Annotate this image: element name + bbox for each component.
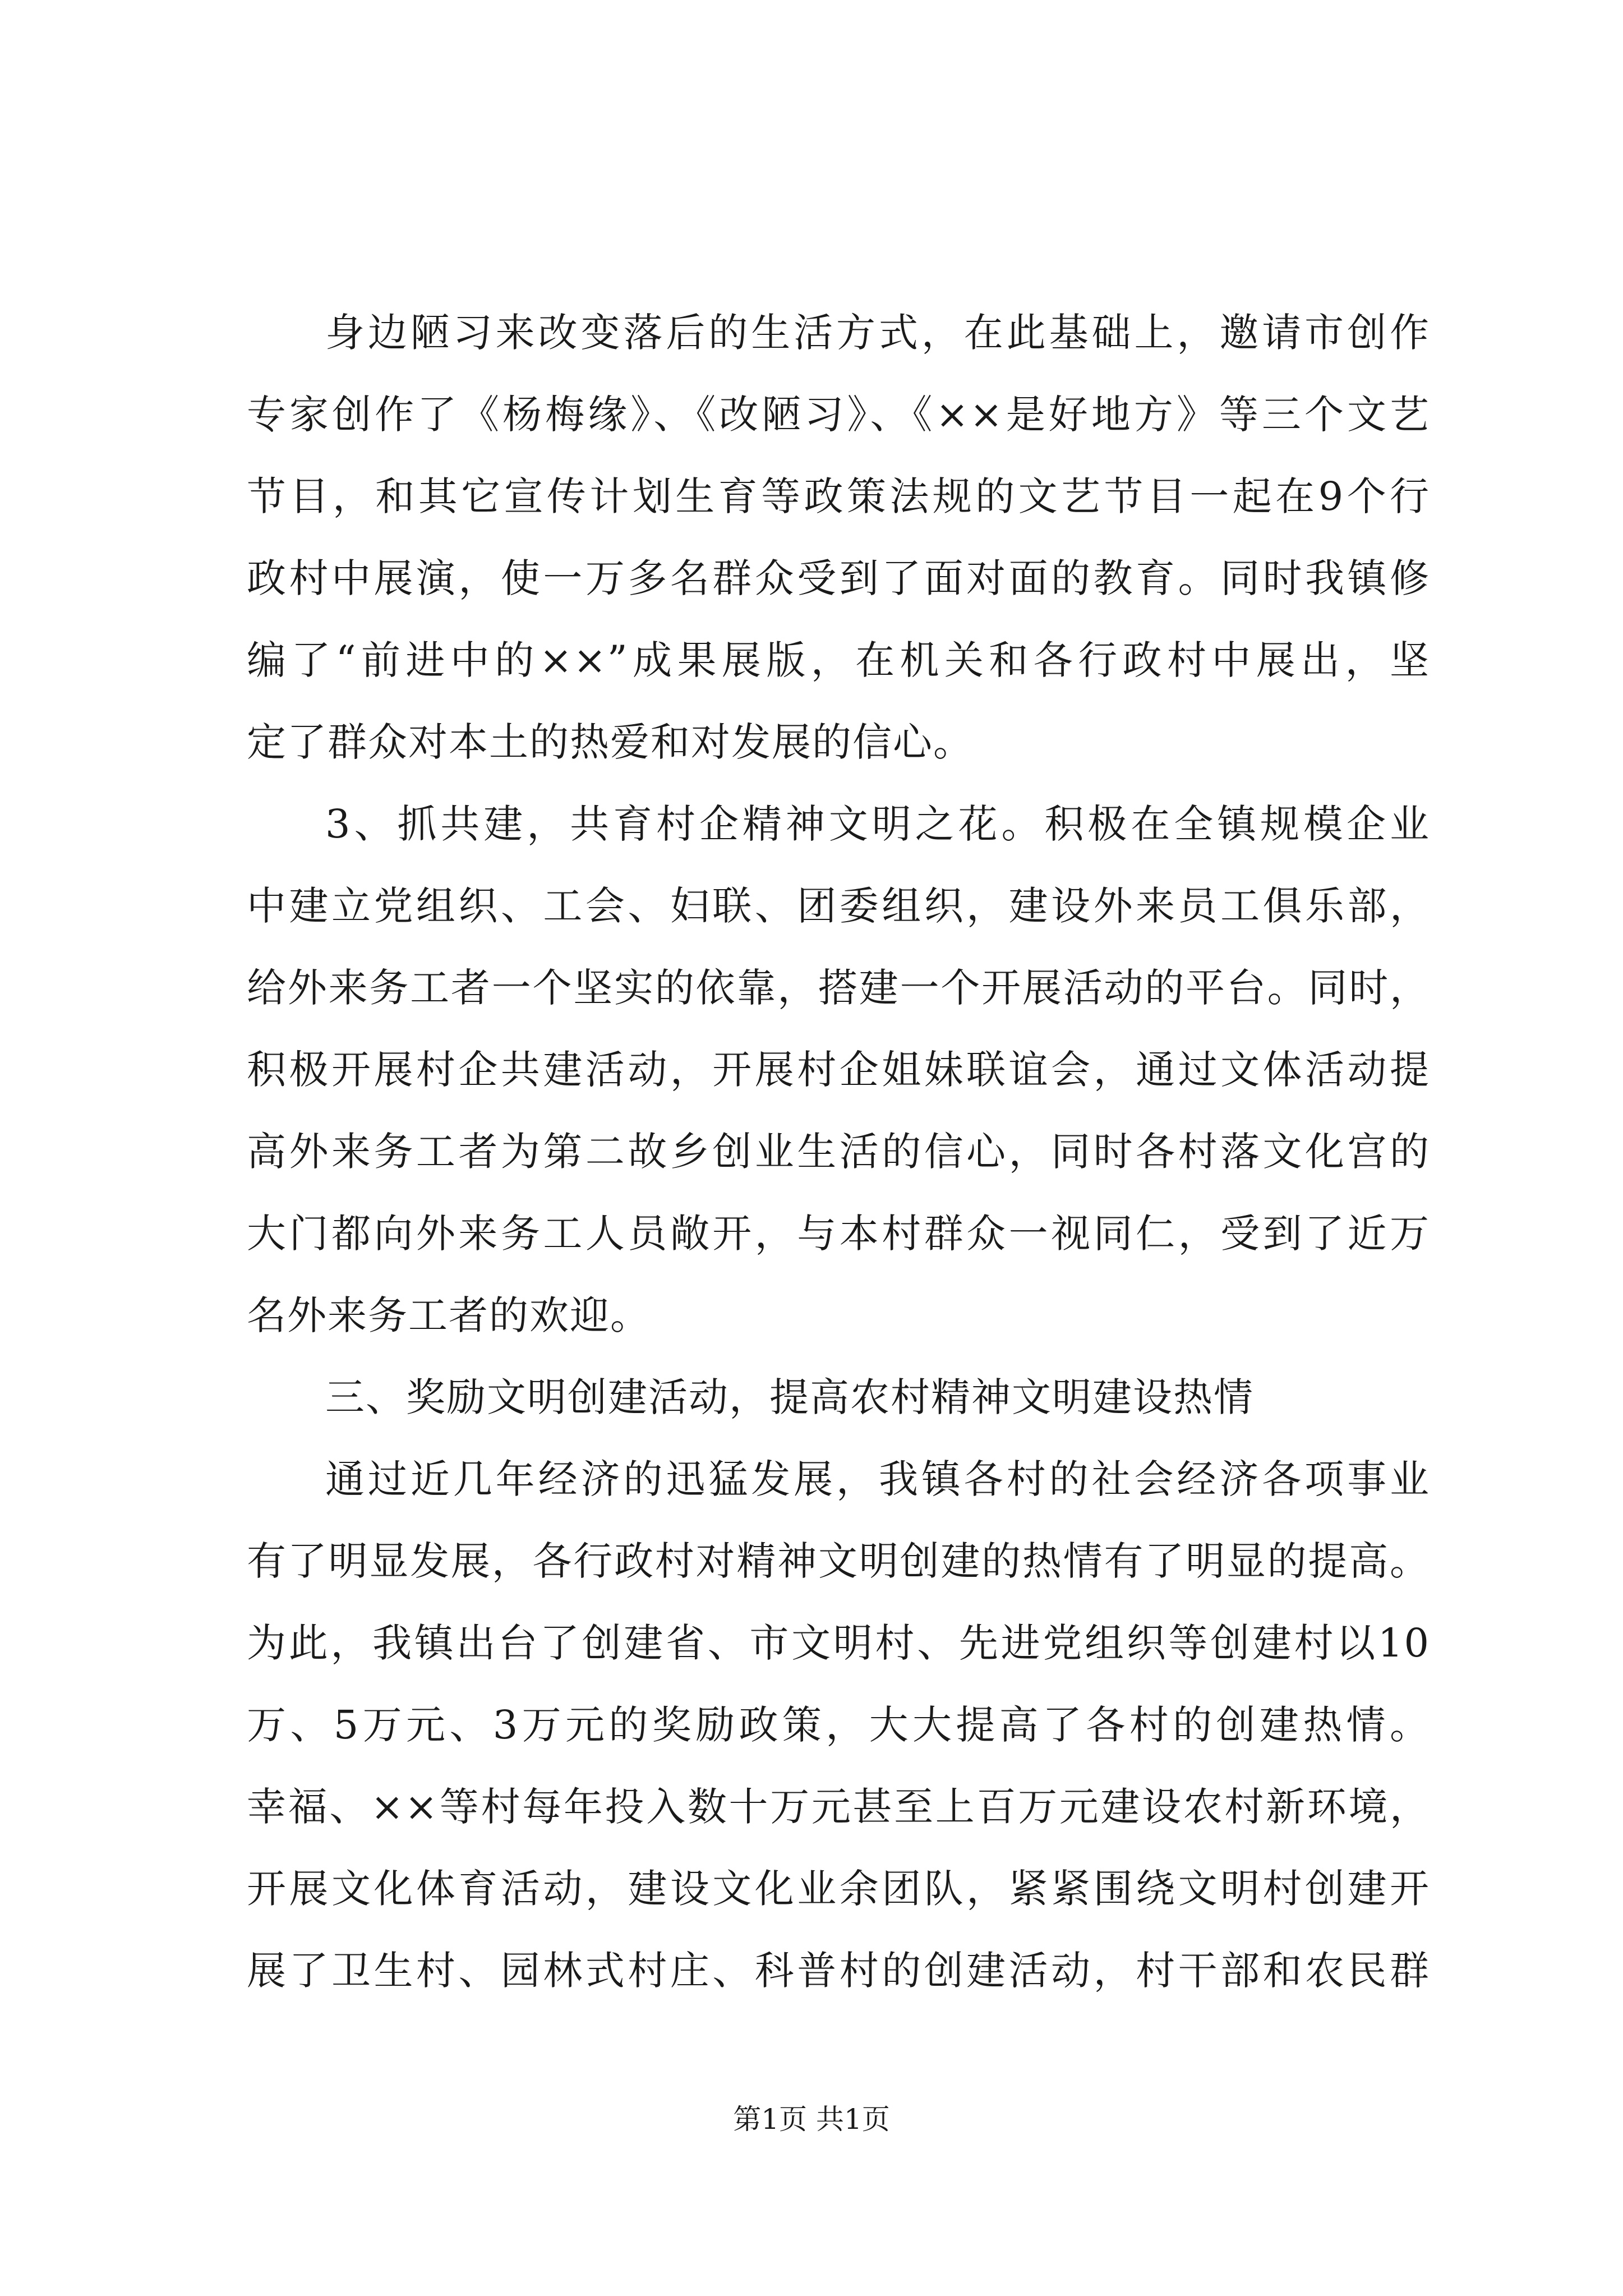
text-line: 名外来务工者的欢迎。 — [247, 1292, 651, 1338]
text-line: 开展文化体育活动，建设文化业余团队，紧紧围绕文明村创建开 — [247, 1866, 1430, 1912]
text-line: 编了“前进中的××”成果展版，在机关和各行政村中展出，坚 — [247, 637, 1430, 683]
text-line: 万、5万元、3万元的奖励政策，大大提高了各村的创建热情。 — [247, 1702, 1430, 1748]
section-heading: 三、奖励文明创建活动，提高农村精神文明建设热情 — [325, 1374, 1254, 1420]
text-line: 中建立党组织、工会、妇联、团委组织，建设外来员工俱乐部， — [247, 883, 1430, 929]
text-line: 大门都向外来务工人员敞开，与本村群众一视同仁，受到了近万 — [247, 1211, 1430, 1257]
text-line: 积极开展村企共建活动，开展村企姐妹联谊会，通过文体活动提 — [247, 1047, 1430, 1093]
text-line: 政村中展演，使一万多名群众受到了面对面的教育。同时我镇修 — [247, 555, 1430, 601]
text-line: 展了卫生村、园林式村庄、科普村的创建活动，村干部和农民群 — [247, 1948, 1430, 1994]
text-line: 幸福、××等村每年投入数十万元甚至上百万元建设农村新环境， — [247, 1784, 1430, 1830]
text-line: 给外来务工者一个坚实的依靠，搭建一个开展活动的平台。同时， — [247, 965, 1430, 1011]
text-line: 为此，我镇出台了创建省、市文明村、先进党组织等创建村以10 — [247, 1620, 1430, 1666]
text-line: 3、抓共建，共育村企精神文明之花。积极在全镇规模企业 — [325, 801, 1430, 847]
text-line: 有了明显发展，各行政村对精神文明创建的热情有了明显的提高。 — [247, 1538, 1430, 1584]
text-line: 高外来务工者为第二故乡创业生活的信心，同时各村落文化宫的 — [247, 1129, 1430, 1175]
text-line: 节目，和其它宣传计划生育等政策法规的文艺节目一起在9个行 — [247, 473, 1430, 519]
page-footer: 第1页 共1页 — [733, 2103, 890, 2136]
document-body — [247, 292, 1430, 2012]
text-line: 通过近几年经济的迅猛发展，我镇各村的社会经济各项事业 — [325, 1456, 1430, 1502]
text-line: 专家创作了《杨梅缘》、《改陋习》、《××是好地方》等三个文艺 — [247, 392, 1430, 438]
text-line: 身边陋习来改变落后的生活方式，在此基础上，邀请市创作 — [325, 310, 1430, 356]
text-line: 定了群众对本土的热爱和对发展的信心。 — [247, 719, 974, 765]
